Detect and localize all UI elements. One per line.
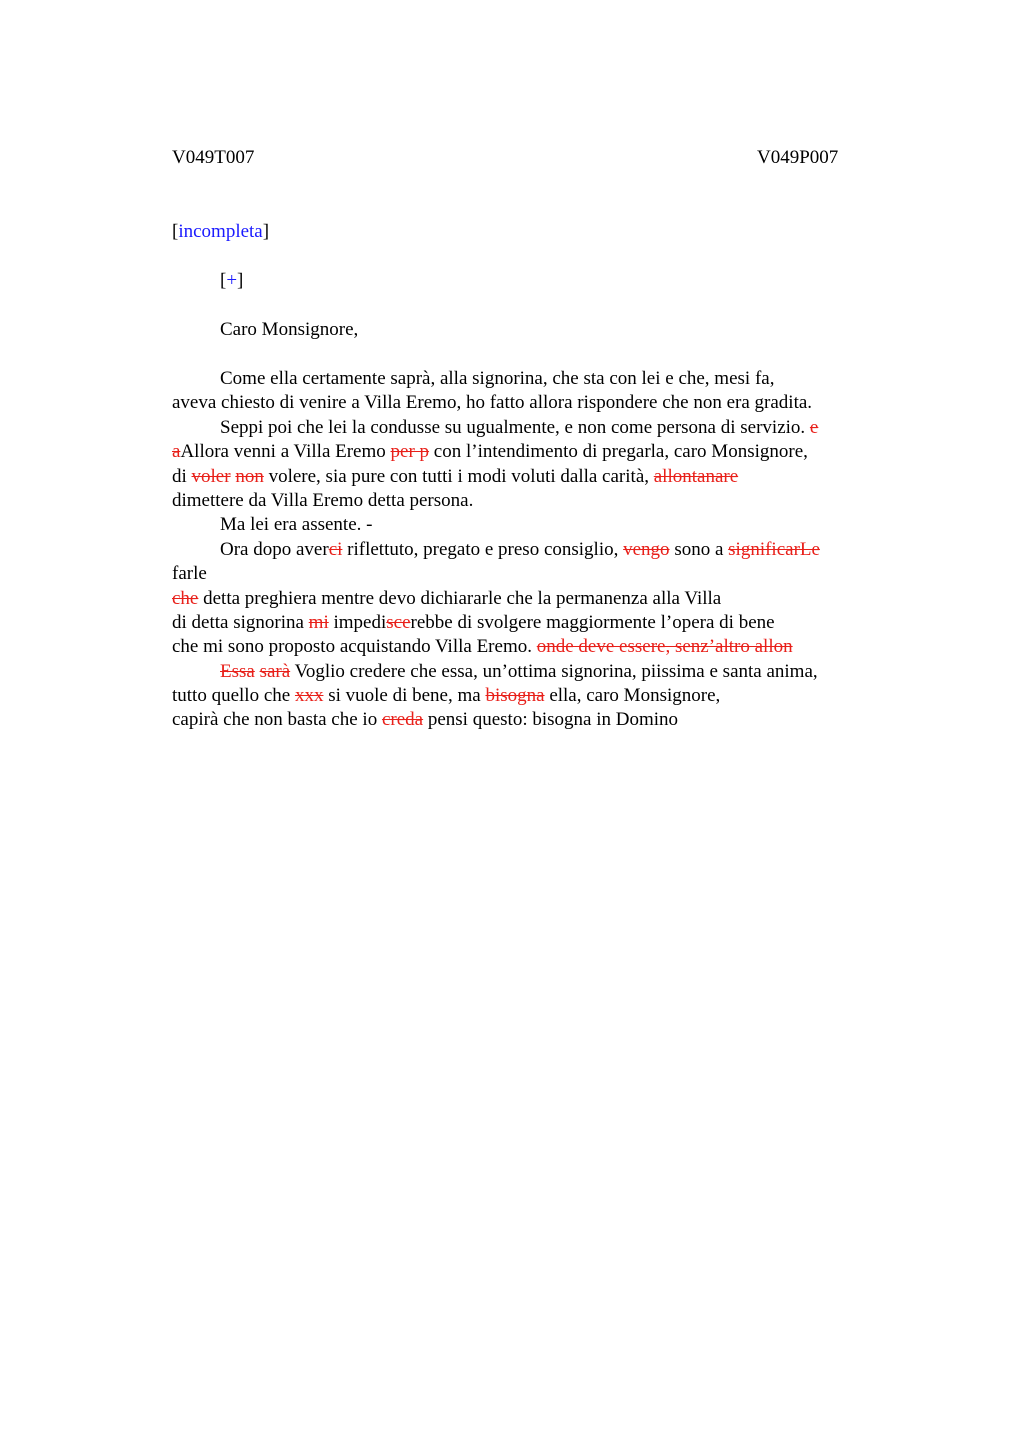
letter-line (172, 708, 892, 732)
letter-text: si vuole di bene, ma (323, 685, 486, 707)
letter-line (172, 611, 892, 635)
deleted-text: vengo (623, 538, 670, 560)
deleted-text: ci (328, 538, 343, 560)
expand-marker (220, 269, 243, 293)
letter-text: di detta signorina (172, 611, 309, 633)
deleted-text: sarà (259, 660, 291, 682)
letter-text: pensi questo: bisogna in Domino (423, 709, 679, 731)
deleted-text: mi (308, 611, 329, 633)
letter-line (172, 660, 892, 684)
letter-text: dimettere da Villa Eremo detta persona. (172, 489, 474, 511)
deleted-text: sce (386, 611, 411, 633)
letter-text: sono a (669, 538, 729, 560)
letter-text: Ora dopo aver (220, 538, 329, 560)
plus-link[interactable]: + (226, 270, 238, 291)
deleted-text: che (172, 587, 199, 609)
deleted-text: creda (381, 709, 424, 731)
deleted-text: allontanare (653, 465, 739, 487)
letter-greeting: Caro Monsignore, (220, 319, 359, 340)
deleted-text: bisogna (485, 685, 545, 707)
status-label: incompleta (178, 221, 263, 242)
deleted-text: e (809, 416, 819, 438)
letter-text: Allora venni a Villa Eremo (180, 441, 391, 463)
marker-bracket-close: ] (237, 270, 244, 291)
letter-text: volere, sia pure con tutti i modi voluti dalla carità, (263, 465, 654, 487)
letter-text: aveva chiesto di venire a Villa Eremo, ho fatto allora rispondere che non era gradita. (172, 392, 813, 414)
status-bracket-open: [ (172, 221, 179, 242)
letter-text: ella, caro Monsignore, (544, 685, 721, 707)
letter-text: rebbe di svolgere maggiormente l’opera di bene (410, 611, 775, 633)
letter-line (172, 635, 892, 659)
letter-text: Come ella certamente saprà, alla signorina, che sta con lei e che, mesi fa, (220, 368, 775, 389)
letter-line (172, 684, 892, 708)
letter-text: riflettuto, pregato e preso consiglio, (342, 538, 624, 560)
letter-line (172, 465, 892, 489)
letter-line (172, 416, 892, 440)
status-bracket-close: ] (262, 221, 270, 242)
marker-bracket-open: [ (220, 270, 227, 291)
letter-line (172, 440, 892, 464)
letter-line (172, 538, 892, 562)
letter-text: detta preghiera mentre devo dichiararle che la permanenza alla Villa (198, 587, 722, 609)
letter-text: di (172, 465, 192, 487)
deleted-text: per p (390, 441, 430, 463)
letter-line (172, 562, 892, 586)
document-code-right: V049P007 (757, 147, 839, 168)
letter-text: con l’intendimento di pregarla, caro Monsignore, (429, 441, 808, 463)
letter-body (172, 367, 892, 733)
letter-line (172, 391, 892, 415)
letter-text: Voglio credere che essa, un’ottima signorina, piissima e santa anima, (290, 660, 818, 682)
letter-line (172, 367, 892, 391)
deleted-text: non (235, 465, 264, 487)
letter-text: impedi (328, 611, 387, 633)
letter-line (172, 513, 892, 537)
deleted-text: a (172, 441, 181, 463)
letter-text: che mi sono proposto acquistando Villa Eremo. (172, 636, 537, 658)
document-code-left: V049T007 (172, 147, 255, 168)
letter-text: Seppi poi che lei la condusse su ugualmente, e non come persona di servizio. (220, 416, 810, 438)
letter-text: capirà che non basta che io (172, 709, 382, 731)
deleted-text: significarLe (728, 538, 820, 560)
letter-text: Ma lei era assente. - (220, 514, 373, 536)
deleted-text: xxx (294, 685, 324, 707)
letter-line (172, 587, 892, 611)
deleted-text: voler (191, 465, 231, 487)
deleted-text: Essa (220, 660, 255, 682)
letter-text: tutto quello che (172, 685, 295, 707)
status-note (172, 220, 269, 244)
deleted-text: onde deve essere, senz’altro allon (536, 636, 793, 658)
letter-line (172, 489, 892, 513)
letter-text: farle (172, 563, 207, 585)
